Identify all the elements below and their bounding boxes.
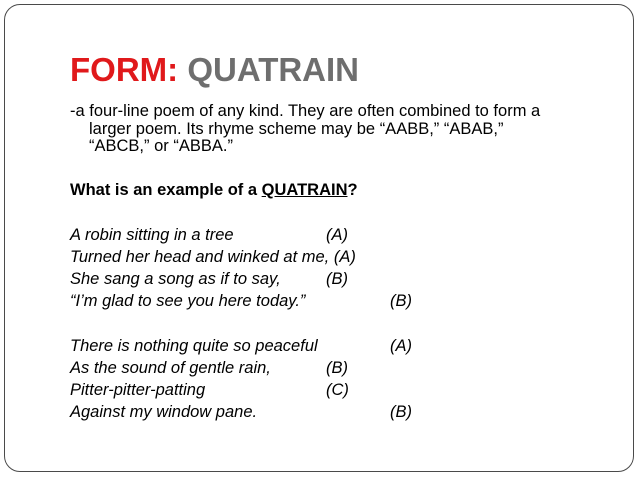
definition-line-2: larger poem. Its rhyme scheme may be “AABB,” “ABAB,”	[89, 119, 504, 138]
poem-line	[70, 246, 356, 268]
poem-line: She sang a song as if to say,	[70, 270, 281, 288]
rhyme-label: (C)	[326, 381, 349, 399]
rhyme-label: (B)	[326, 359, 348, 377]
question-text	[70, 179, 358, 201]
poem-line: Pitter-pitter-patting	[70, 381, 206, 399]
question-keyword: QUATRAIN	[261, 181, 348, 199]
title-main: QUATRAIN	[187, 51, 360, 88]
slide-title	[70, 50, 359, 90]
poem-line: There is nothing quite so peaceful	[70, 337, 318, 355]
definition-text	[70, 103, 600, 156]
definition-line-3: “ABCB,” or “ABBA.”	[89, 137, 233, 155]
rhyme-label: (A)	[326, 226, 348, 244]
poem-line: “I’m glad to see you here today.”	[70, 292, 306, 310]
rhyme-label: (A)	[390, 337, 412, 355]
question-prefix: What is an example of a	[70, 181, 262, 199]
rhyme-label: (B)	[390, 292, 412, 310]
poem-line: A robin sitting in a tree	[70, 226, 234, 244]
question-suffix: ?	[347, 181, 358, 199]
poem-line-text: Turned her head and winked at me,	[70, 248, 330, 266]
rhyme-label: (B)	[326, 270, 348, 288]
rhyme-label: (B)	[390, 403, 412, 421]
title-prefix: FORM:	[70, 51, 179, 88]
poem-line: Against my window pane.	[70, 403, 258, 421]
poem-line: As the sound of gentle rain,	[70, 359, 271, 377]
definition-line-1: -a four-line poem of any kind. They are often combined to form a	[70, 102, 541, 120]
rhyme-label: (A)	[333, 248, 356, 266]
